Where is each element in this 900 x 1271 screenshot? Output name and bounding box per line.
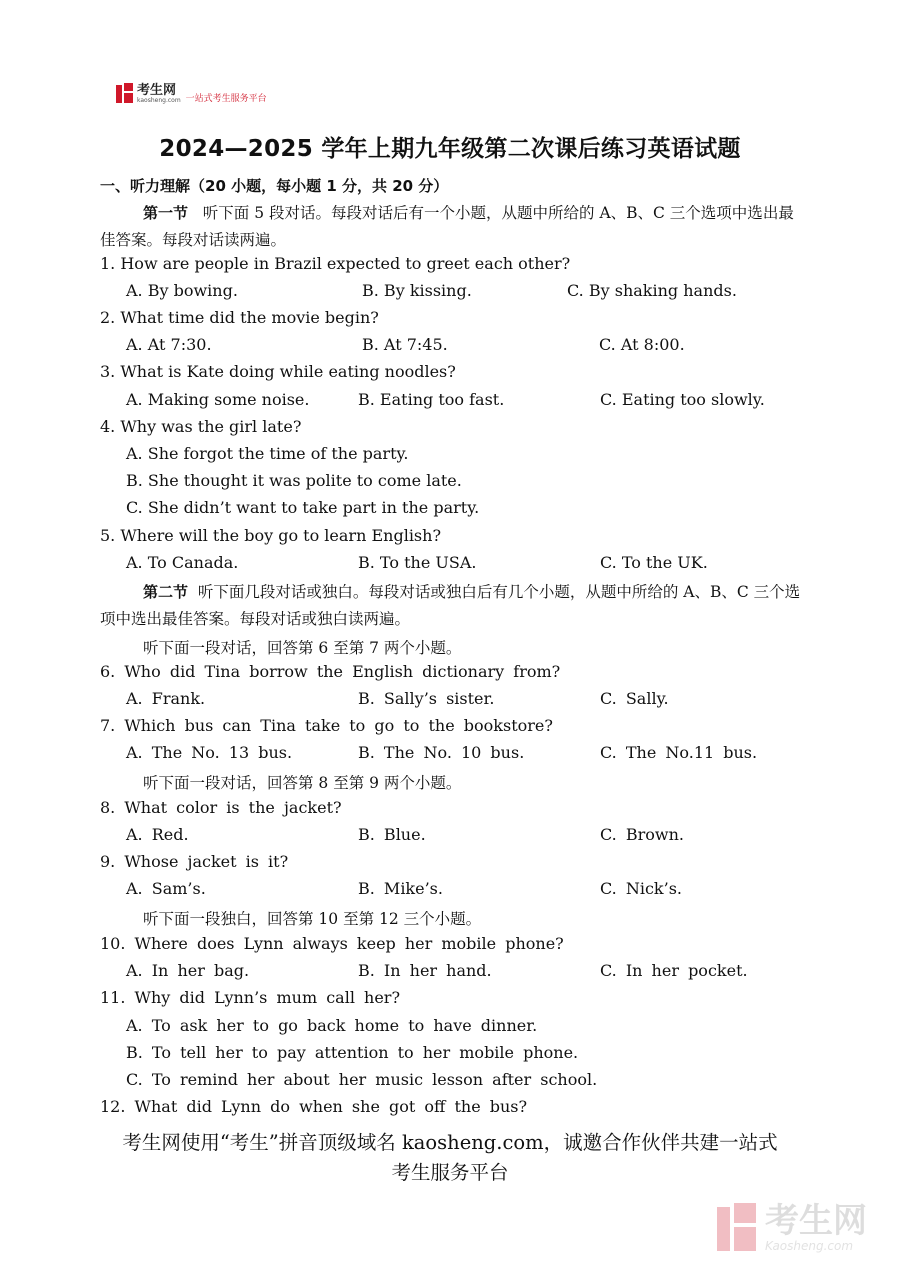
question-11: 11. Why did Lynn’s mum call her?	[100, 988, 401, 1007]
question-5: 5. Where will the boy go to learn English?	[100, 526, 442, 545]
q5-option-a: A. To Canada.	[126, 553, 239, 572]
q11-option-b: B. To tell her to pay attention to her mobile phone.	[126, 1043, 579, 1062]
note-q10-q12: 听下面一段独白，回答第 10 至第 12 三个小题。	[143, 910, 482, 928]
q4-option-c: C. She didn’t want to take part in the party.	[126, 498, 480, 517]
q5-option-b: B. To the USA.	[358, 553, 477, 572]
q1-option-a: A. By bowing.	[126, 281, 238, 300]
page-title: 2024—2025 学年上期九年级第二次课后练习英语试题	[159, 136, 741, 162]
watermark-domain: Kaosheng.com	[765, 1239, 854, 1253]
q6-option-c: C. Sally.	[600, 689, 669, 708]
q2-option-a: A. At 7:30.	[126, 335, 212, 354]
q6-option-b: B. Sally’s sister.	[358, 689, 495, 708]
q7-option-a: A. The No. 13 bus.	[126, 743, 293, 762]
q1-option-c: C. By shaking hands.	[567, 281, 737, 300]
logo-name: 考生网	[137, 83, 177, 98]
question-9: 9. Whose jacket is it?	[100, 852, 289, 871]
question-7: 7. Which bus can Tina take to go to the bookstore?	[100, 716, 553, 735]
footer-line-1: 考生网使用“考生”拼音顶级域名 kaosheng.com，诚邀合作伙伴共建一站式	[122, 1131, 778, 1154]
q2-option-b: B. At 7:45.	[362, 335, 448, 354]
q9-option-a: A. Sam’s.	[126, 879, 206, 898]
section-heading: 一、听力理解（20 小题，每小题 1 分，共 20 分）	[100, 177, 449, 195]
q1-option-b: B. By kissing.	[362, 281, 472, 300]
q11-option-c: C. To remind her about her music lesson after school.	[126, 1070, 598, 1089]
header-logo[interactable]	[116, 82, 267, 106]
watermark-mark-icon	[717, 1203, 759, 1253]
part1-text: 听下面 5 段对话。每段对话后有一个小题，从题中所给的 A、B、C 三个选项中选出最佳答案。每段对话读两遍。	[100, 204, 794, 249]
q4-option-b: B. She thought it was polite to come late.	[126, 471, 462, 490]
q9-option-c: C. Nick’s.	[600, 879, 682, 898]
part2-instructions	[100, 579, 805, 633]
question-1: 1. How are people in Brazil expected to greet each other?	[100, 254, 571, 273]
part1-label: 第一节	[143, 204, 189, 222]
q11-option-a: A. To ask her to go back home to have dinner.	[126, 1016, 538, 1035]
question-3: 3. What is Kate doing while eating noodles?	[100, 362, 456, 381]
q9-option-b: B. Mike’s.	[358, 879, 443, 898]
question-8: 8. What color is the jacket?	[100, 798, 342, 817]
part1-instructions	[100, 200, 805, 254]
q10-option-a: A. In her bag.	[126, 961, 250, 980]
logo-domain: kaosheng.com	[137, 97, 181, 104]
q7-option-b: B. The No. 10 bus.	[358, 743, 525, 762]
q6-option-a: A. Frank.	[126, 689, 206, 708]
q10-option-c: C. In her pocket.	[600, 961, 748, 980]
footer-line-2: 考生服务平台	[391, 1161, 509, 1184]
q10-option-b: B. In her hand.	[358, 961, 492, 980]
question-12: 12. What did Lynn do when she got off the bus?	[100, 1097, 528, 1116]
question-10: 10. Where does Lynn always keep her mobile phone?	[100, 934, 564, 953]
q3-option-b: B. Eating too fast.	[358, 390, 505, 409]
question-2: 2. What time did the movie begin?	[100, 308, 379, 327]
logo-mark-icon	[116, 83, 134, 105]
q8-option-b: B. Blue.	[358, 825, 426, 844]
q4-option-a: A. She forgot the time of the party.	[126, 444, 409, 463]
q2-option-c: C. At 8:00.	[599, 335, 685, 354]
q3-option-a: A. Making some noise.	[126, 390, 310, 409]
note-q8-q9: 听下面一段对话，回答第 8 至第 9 两个小题。	[143, 774, 462, 792]
logo-slogan: 一站式考生服务平台	[185, 93, 267, 104]
q8-option-c: C. Brown.	[600, 825, 684, 844]
q7-option-c: C. The No.11 bus.	[600, 743, 758, 762]
part2-label: 第二节	[143, 583, 189, 601]
q5-option-c: C. To the UK.	[600, 553, 708, 572]
part2-text: 听下面几段对话或独白。每段对话或独白后有几个小题，从题中所给的 A、B、C 三个选项中选出最佳答案。每段对话或独白读两遍。	[100, 583, 801, 628]
watermark-name: 考生网	[765, 1201, 867, 1241]
watermark-logo	[717, 1203, 867, 1253]
note-q6-q7: 听下面一段对话，回答第 6 至第 7 两个小题。	[143, 639, 462, 657]
question-6: 6. Who did Tina borrow the English dictionary from?	[100, 662, 561, 681]
q3-option-c: C. Eating too slowly.	[600, 390, 765, 409]
q8-option-a: A. Red.	[126, 825, 189, 844]
question-4: 4. Why was the girl late?	[100, 417, 302, 436]
